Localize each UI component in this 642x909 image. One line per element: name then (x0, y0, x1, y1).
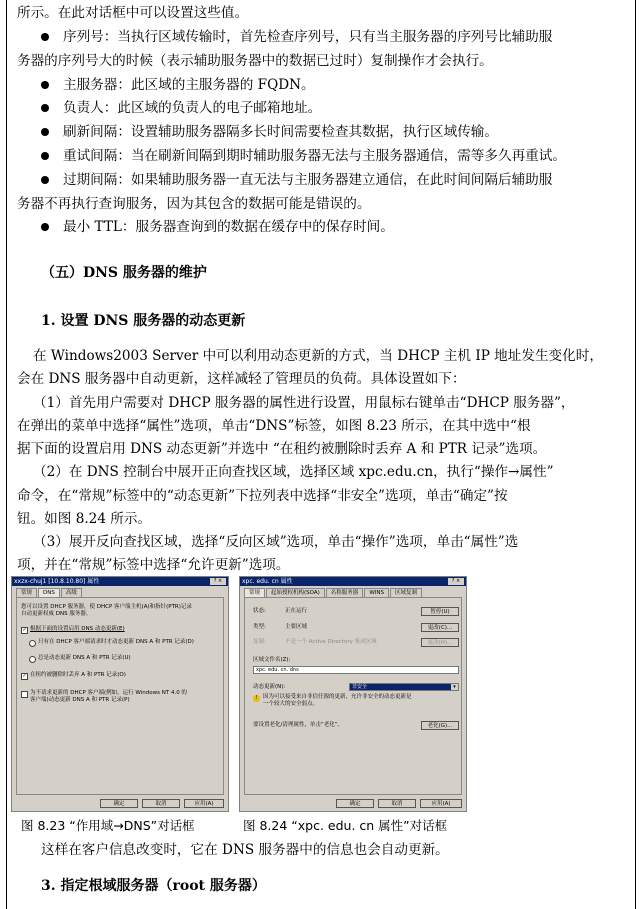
status-label: 状态: (253, 608, 266, 614)
aging-label: 要设置老化/清理属性，单击“老化”。 (253, 722, 344, 728)
text-line: 据下面的设置启用 DNS 动态更新”并选中 “在租约被删除时丢弃 A 和 PTR 记录”选项。 (17, 441, 547, 457)
tab-name-servers[interactable]: 名称服务器 (326, 588, 364, 597)
text-line: 在 Windows2003 Server 中可以利用动态更新的方式，当 DHCP 主机 IP 地址发生变化时， (33, 348, 603, 364)
text-line: （2）在 DNS 控制台中展开正向查找区域，选择区域 xpc.edu.cn，执行“操作→属性” (33, 464, 554, 480)
list-item: 过期间隔：如果辅助服务器一直无法与主服务器建立通信，在此时间间隔后辅助服 (41, 168, 552, 192)
bullet-icon (41, 152, 49, 160)
text-line: （1）首先用户需要对 DHCP 服务器的属性进行设置，用鼠标右键单击“DHCP 服务器”， (33, 395, 575, 411)
discard-records-checkbox[interactable]: ✓ (22, 673, 27, 679)
list-item: 最小 TTL：服务器查询到的数据在缓存中的保存时间。 (41, 215, 394, 239)
dynamic-update-label: 动态更新(N): (253, 684, 286, 690)
type-value: 主要区域 (285, 624, 308, 630)
tab-wins[interactable]: WINS (364, 588, 389, 597)
chevron-down-icon: ▾ (451, 684, 458, 690)
bullet-icon (41, 128, 49, 136)
bullet-icon (41, 223, 49, 231)
always-update-radio[interactable] (29, 656, 36, 663)
checkbox-label: 客户端)动态更新 DNS A 和 PTR 记录(P) (30, 697, 130, 703)
description: 自动更新权威 DNS 服务器。 (21, 611, 92, 617)
radio-label: 只有在 DHCP 客户端请求时才动态更新 DNS A 和 PTR 记录(D) (38, 639, 194, 645)
cancel-button[interactable]: 取消 (142, 799, 180, 808)
text-line: 务器的序列号大的时候（表示辅助服务器中的数据已过时）复制操作才会执行。 (17, 53, 493, 69)
tab-soa[interactable]: 起始授权机构(SOA) (266, 588, 325, 597)
list-item: 重试间隔：当在刷新间隔到期时辅助服务器无法与主服务器通信，需等多久再重试。 (41, 144, 566, 168)
checkbox-label: 根据下面的设置启用 DNS 动态更新(E) (30, 626, 125, 632)
replication-value: 不是一个 Active Directory 集成区域 (285, 639, 377, 645)
ok-button[interactable]: 确定 (336, 799, 374, 808)
subsection-heading: 3. 指定根域服务器（root 服务器） (41, 878, 266, 894)
dialog-tabs (244, 588, 423, 597)
text-line: 命令，在“常规”标签中的“动态更新”下拉列表中选择“非安全”选项，单击“确定”按 (17, 488, 508, 504)
update-legacy-clients-checkbox[interactable] (21, 691, 28, 698)
document-page (6, 0, 636, 909)
pause-button[interactable]: 暂停(U) (421, 607, 459, 616)
checkbox-label: 在租约被删除时丢弃 A 和 PTR 记录(O) (30, 672, 126, 678)
dynamic-update-select[interactable]: 非安全 ▾ (349, 683, 459, 691)
text-line: 会在 DNS 服务器中自动更新，这样减轻了管理员的负荷。具体设置如下： (17, 371, 466, 387)
tab-general[interactable]: 常规 (244, 588, 265, 597)
list-item: 序列号：当执行区域传输时，首先检查序列号，只有当主服务器的序列号比辅助服 (41, 25, 552, 49)
checkbox-label: 为不请求更新的 DHCP 客户端(例如，运行 Windows NT 4.0 的 (30, 690, 187, 696)
cancel-button[interactable]: 取消 (378, 799, 416, 808)
text-line: （3）展开反向查找区域，选择“反向区域”选项，单击“操作”选项，单击“属性”选 (33, 534, 519, 550)
bullet-icon (41, 176, 49, 184)
text-line: 这样在客户信息改变时，它在 DNS 服务器中的信息也会自动更新。 (41, 842, 449, 858)
general-tab-panel (244, 597, 462, 795)
radio-label: 总是动态更新 DNS A 和 PTR 记录(U) (38, 655, 131, 661)
apply-button[interactable]: 应用(A) (184, 799, 224, 808)
list-item: 主服务器：此区域的主服务器的 FQDN。 (41, 73, 315, 97)
text-line: 钮。如图 8.24 所示。 (17, 511, 152, 527)
help-close-icon[interactable]: ? × (448, 578, 464, 585)
text-line: 在弹出的菜单中选择“属性”选项，单击“DNS”标签，如图 8.23 所示，在其中选中“根 (17, 418, 531, 434)
dialog-tabs (16, 588, 83, 597)
change-replication-button[interactable]: 更改(H)... (421, 638, 459, 647)
text-line: 务器不再执行查询服务，因为其包含的数据可能是错误的。 (17, 196, 371, 212)
list-item: 刷新间隔：设置辅助服务器隔多长时间需要检查其数据，执行区域传输。 (41, 120, 498, 144)
warning-icon: ! (253, 695, 260, 702)
update-on-request-radio[interactable] (29, 640, 36, 647)
zone-properties-dialog (239, 576, 467, 812)
status-value: 正在运行 (285, 608, 308, 614)
tab-zone-transfers[interactable]: 区域复制 (390, 588, 422, 597)
subsection-heading: 1. 设置 DNS 服务器的动态更新 (41, 313, 246, 329)
zone-file-label: 区域文件名(Z): (253, 657, 291, 663)
bullet-icon (41, 104, 49, 112)
type-label: 类型: (253, 624, 266, 630)
warning-text: 一个较大的安全弱点。 (263, 701, 319, 707)
tab-dns[interactable]: DNS (38, 588, 60, 597)
zone-file-input[interactable]: xpc. edu. cn. dns (253, 666, 459, 674)
aging-button[interactable]: 老化(G)... (421, 721, 459, 730)
tab-advanced[interactable]: 高级 (61, 588, 82, 597)
bullet-icon (41, 81, 49, 89)
list-item: 负责人：此区域的负责人的电子邮箱地址。 (41, 96, 321, 120)
replication-label: 复制: (253, 639, 266, 645)
change-type-button[interactable]: 更改(C)... (421, 623, 459, 632)
figure-caption: 图 8.24 “xpc. edu. cn 属性”对话框 (243, 818, 448, 833)
section-heading: （五）DNS 服务器的维护 (41, 265, 207, 281)
help-close-icon[interactable]: ? × (210, 578, 226, 585)
description: 您可以设置 DHCP 服务器，使 DHCP 客户端主机(A)和指针(PTR)记录 (21, 604, 192, 610)
warning-text: 因为可以接受来自非信任源的更新，允许非安全的动态更新是 (263, 694, 412, 700)
dns-tab-panel (16, 597, 224, 795)
text-line: 项，并在“常规”标签中选择“允许更新”选项。 (17, 557, 290, 573)
tab-general[interactable]: 常规 (16, 588, 37, 597)
text-line: 所示。在此对话框中可以设置这些值。 (17, 5, 249, 21)
dialog-title-bar: xpc. edu. cn 属性 ? × (240, 577, 466, 586)
enable-dynamic-update-checkbox[interactable]: ✓ (22, 627, 27, 633)
dhcp-properties-dialog (11, 576, 229, 812)
apply-button[interactable]: 应用(A) (420, 799, 462, 808)
dialog-title-bar: xxzx-chuj1 [10.8.10.80] 属性 ? × (12, 577, 228, 586)
ok-button[interactable]: 确定 (100, 799, 138, 808)
figure-caption: 图 8.23 “作用域→DNS”对话框 (21, 818, 195, 833)
bullet-icon (41, 33, 49, 41)
